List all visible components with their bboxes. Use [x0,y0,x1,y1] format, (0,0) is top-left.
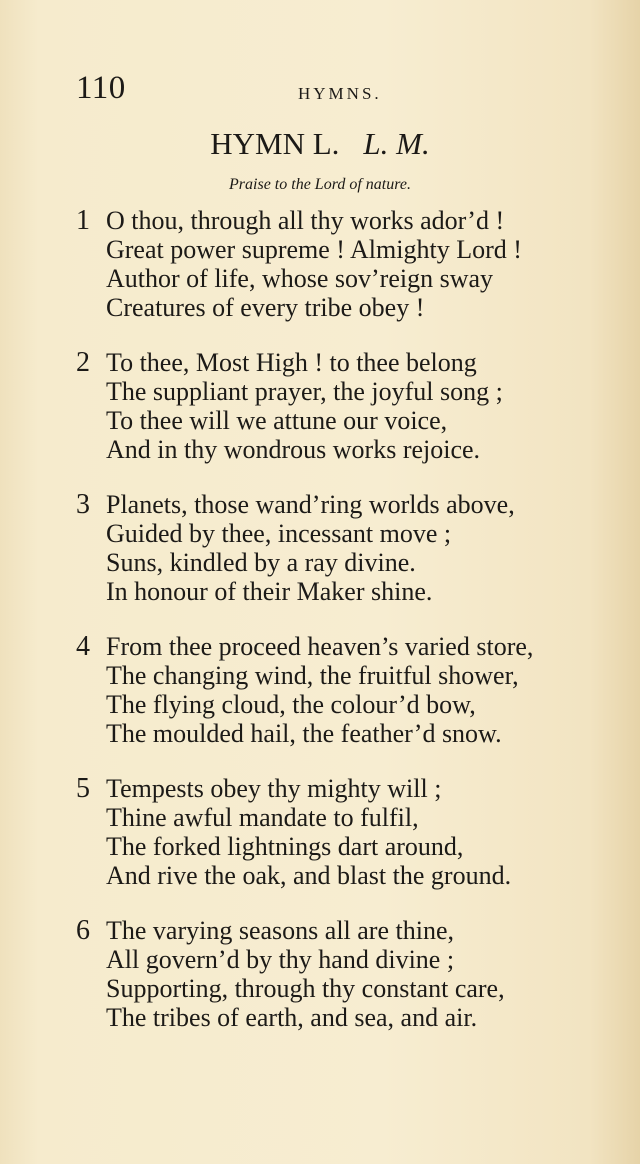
stanza-line: Creatures of every tribe obey ! [106,293,425,322]
stanza-line: Great power supreme ! Almighty Lord ! [106,235,522,264]
stanza-line: The tribes of earth, and sea, and air. [106,1003,478,1032]
stanza-3 [0,490,640,632]
stanza-number: 3 [76,489,90,520]
stanza-line: The suppliant prayer, the joyful song ; [106,377,503,406]
stanza-line: To thee will we attune our voice, [106,406,448,435]
page-number: 110 [76,70,126,106]
stanza-line: In honour of their Maker shine. [106,577,433,606]
stanza-2 [0,348,640,490]
hymn-subtitle: Praise to the Lord of nature. [229,176,411,193]
stanza-number: 5 [76,773,90,804]
stanza-number: 4 [76,631,90,662]
hymn-title [0,126,640,162]
stanza-line: The flying cloud, the colour’d bow, [106,690,476,719]
stanza-line: Thine awful mandate to fulfil, [106,803,419,832]
stanza-line: Suns, kindled by a ray divine. [106,548,416,577]
stanza-line: Guided by thee, incessant move ; [106,519,452,548]
stanza-line: Planets, those wand’ring worlds above, [106,490,515,519]
stanza-line: Supporting, through thy constant care, [106,974,505,1003]
stanza-line: The varying seasons all are thine, [106,916,454,945]
stanza-line: Tempests obey thy mighty will ; [106,774,442,803]
stanza-line: The changing wind, the fruitful shower, [106,661,519,690]
stanza-number: 6 [76,915,90,946]
stanza-line: The moulded hail, the feather’d snow. [106,719,502,748]
stanza-line: To thee, Most High ! to thee belong [106,348,477,377]
stanza-number: 2 [76,347,90,378]
stanza-1 [0,206,640,348]
stanza-line: All govern’d by thy hand divine ; [106,945,455,974]
stanza-5 [0,774,640,916]
running-head: HYMNS. [298,84,382,103]
stanza-line: From thee proceed heaven’s varied store, [106,632,534,661]
stanza-line: Author of life, whose sov’reign sway [106,264,494,293]
stanza-number: 1 [76,205,90,236]
stanza-line: The forked lightnings dart around, [106,832,464,861]
hymn-number-title: HYMN L. [210,126,340,161]
stanza-6 [0,916,640,1058]
stanza-4 [0,632,640,774]
hymn-stanzas [0,206,640,1058]
stanza-line: O thou, through all thy works ador’d ! [106,206,505,235]
stanza-line: And in thy wondrous works rejoice. [106,435,481,464]
page-header [76,70,596,110]
hymn-meter: L. M. [363,126,430,161]
stanza-line: And rive the oak, and blast the ground. [106,861,512,890]
